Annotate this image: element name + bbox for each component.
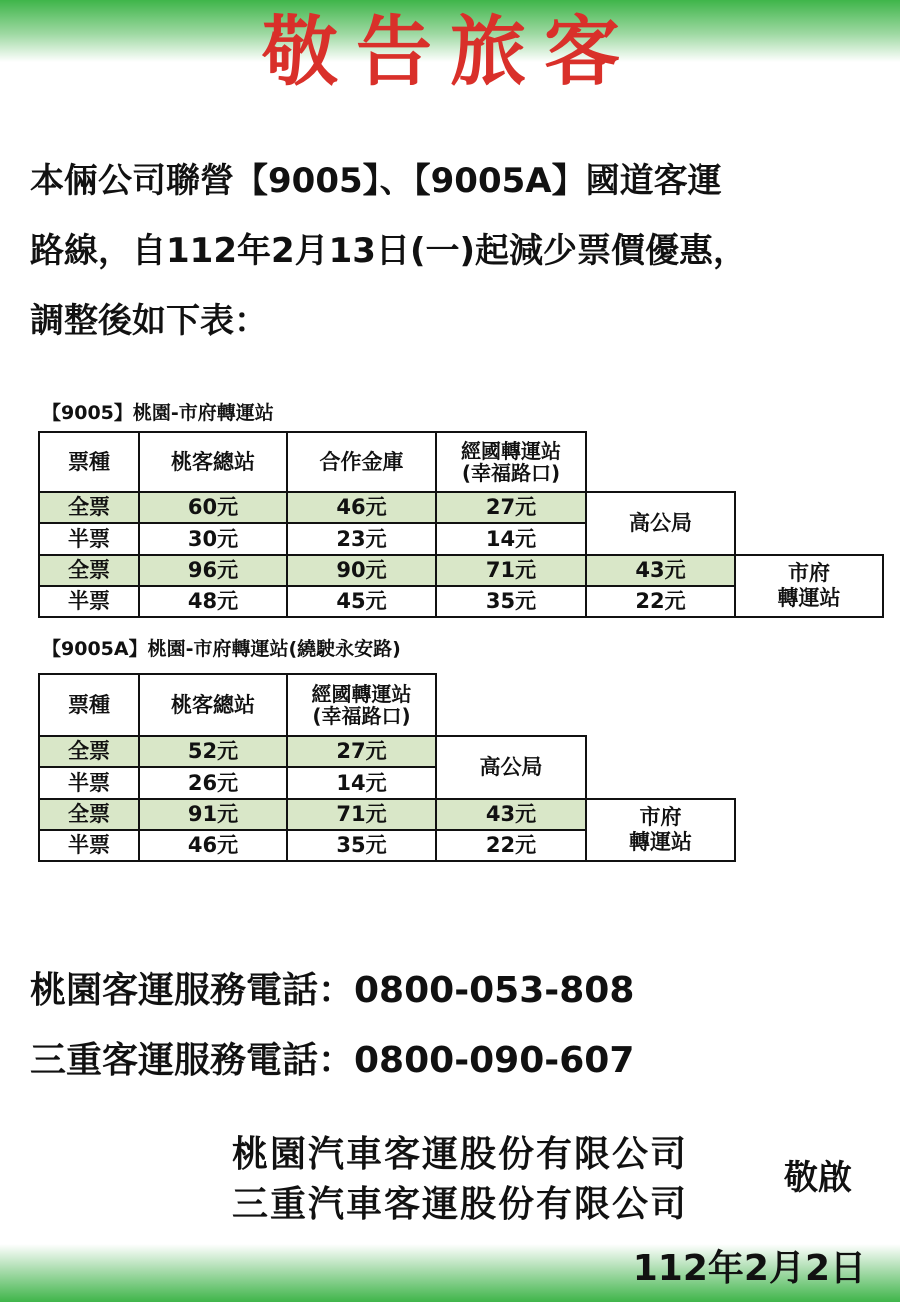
intro-line-1: 本倆公司聯營【9005】、【9005A】國道客運 [30,161,722,201]
t1-r2-hezuo: 23元 [286,522,437,556]
t2-r1-taoke: 52元 [138,735,288,768]
notice-title: 敬告旅客 [262,7,638,96]
intro-line-3: 調整後如下表： [30,301,268,341]
t1-header-jingguo-line1: 經國轉運站 [461,439,561,463]
t1-r2-taoke: 30元 [138,522,288,556]
t1-r3-jingguo: 71元 [435,554,587,587]
t1-r4-taoke: 48元 [138,585,288,618]
t1-r2-jingguo: 14元 [435,522,587,556]
t2-header-shifu-line1: 市府 [639,805,682,829]
t1-header-gaogongju: 高公局 [585,491,736,556]
t1-header-shifu-line1: 市府 [788,561,830,585]
intro-paragraph [30,146,880,356]
t2-r1-type: 全票 [38,735,140,768]
t1-header-shifu-line2: 轉運站 [777,586,841,610]
t1-r1-type: 全票 [38,491,140,524]
t1-header-hezuo: 合作金庫 [286,431,437,493]
company-taoyuan: 桃園汽車客運股份有限公司 [232,1134,689,1175]
t1-header-jingguo-line2: (幸福路口) [461,461,561,485]
t2-r3-jingguo: 71元 [286,798,437,831]
t1-r2-type: 半票 [38,522,140,556]
t1-r1-jingguo: 27元 [435,491,587,524]
notice-date: 112年2月2日 [632,1248,866,1289]
t2-header-jingguo [286,673,437,737]
t2-r4-taoke: 46元 [138,829,288,862]
t1-r3-gaogongju: 43元 [585,554,736,587]
t2-r2-jingguo: 14元 [286,766,437,800]
taoyuan-service-phone: 桃園客運服務電話：0800-053-808 [30,970,635,1011]
t2-r4-gaogongju: 22元 [435,829,587,862]
t1-r1-taoke: 60元 [138,491,288,524]
t2-r3-type: 全票 [38,798,140,831]
respectfully-text: 敬啟 [784,1158,852,1198]
t1-r3-type: 全票 [38,554,140,587]
t1-r4-hezuo: 45元 [286,585,437,618]
t2-r2-type: 半票 [38,766,140,800]
company-sanchong: 三重汽車客運股份有限公司 [232,1184,689,1225]
t1-r3-hezuo: 90元 [286,554,437,587]
t2-header-shifu-line2: 轉運站 [629,830,692,854]
t2-header-jingguo-line2: (幸福路口) [312,704,411,728]
t2-header-type: 票種 [38,673,140,737]
sanchong-service-phone: 三重客運服務電話：0800-090-607 [30,1040,635,1081]
t2-r3-gaogongju: 43元 [435,798,587,831]
t2-r2-taoke: 26元 [138,766,288,800]
table1-caption: 【9005】桃園-市府轉運站 [42,402,274,424]
t2-r4-type: 半票 [38,829,140,862]
t1-r4-jingguo: 35元 [435,585,587,618]
t1-header-jingguo [435,431,587,493]
t2-header-shifu [585,798,736,862]
t1-r4-gaogongju: 22元 [585,585,736,618]
t1-header-taoke: 桃客總站 [138,431,288,493]
t2-r4-jingguo: 35元 [286,829,437,862]
t1-header-shifu [734,554,884,618]
t2-header-jingguo-line1: 經國轉運站 [311,682,412,706]
t1-r4-type: 半票 [38,585,140,618]
t2-r1-jingguo: 27元 [286,735,437,768]
t2-header-taoke: 桃客總站 [138,673,288,737]
t1-r3-taoke: 96元 [138,554,288,587]
t2-r3-taoke: 91元 [138,798,288,831]
t1-r1-hezuo: 46元 [286,491,437,524]
t2-header-gaogongju: 高公局 [435,735,587,800]
intro-line-2: 路線，自112年2月13日(一)起減少票價優惠， [30,231,748,271]
t1-header-type: 票種 [38,431,140,493]
table2-caption: 【9005A】桃園-市府轉運站(繞駛永安路) [42,638,401,660]
